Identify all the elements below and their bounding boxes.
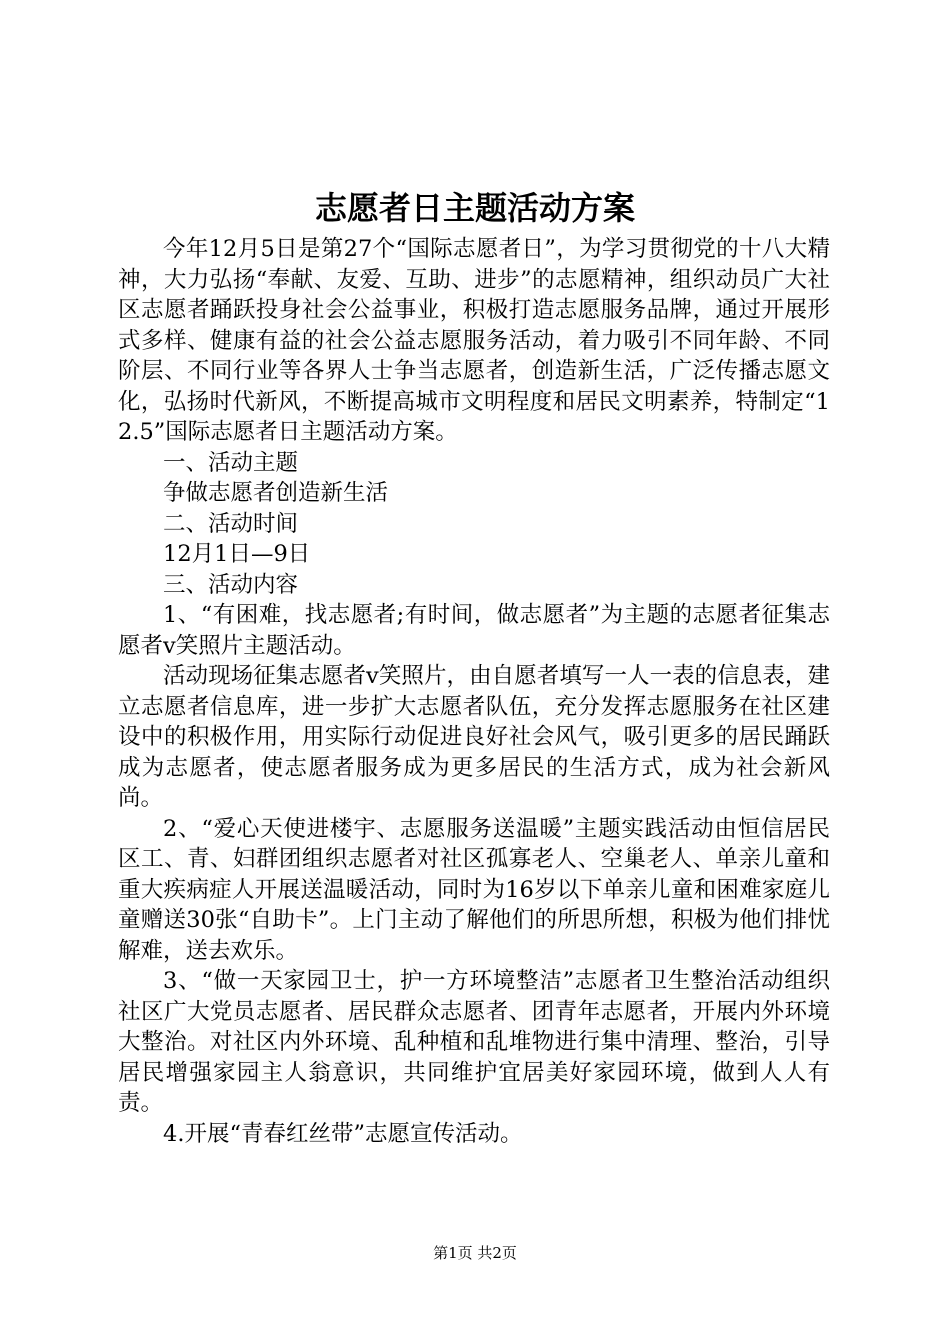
theme-text: 争做志愿者创造新生活 <box>163 480 389 506</box>
section-heading-time: 二、活动时间 <box>163 510 299 537</box>
document-body <box>118 234 830 1149</box>
section-heading-content: 三、活动内容 <box>163 571 299 598</box>
document-title: 志愿者日主题活动方案 <box>314 189 635 227</box>
content-item-2: 2、“爱心天使进楼宇、志愿服务送温暖”主题实践活动由恒信居民区工、青、妇群团组织志愿者对社区孤寡老人、空巢老人、单亲儿童和重大疾病症人开展送温暖活动，同时为16岁以下单亲儿童和困难家庭儿童赠送30张“自助卡”。上门主动了解他们的所思所想，积极为他们排忧解难，送去欢乐。 <box>118 815 830 964</box>
time-text: 12月1日—9日 <box>163 541 311 567</box>
content-item-1: 1、“有困难，找志愿者;有时间，做志愿者”为主题的志愿者征集志愿者v笑照片主题活动。 <box>118 602 830 659</box>
section-heading-theme: 一、活动主题 <box>163 449 299 476</box>
intro-paragraph: 今年12月5日是第27个“国际志愿者日”，为学习贯彻党的十八大精神，大力弘扬“奉献、友爱、互助、进步”的志愿精神，组织动员广大社区志愿者踊跃投身社会公益事业，积极打造志愿服务品牌，通过开展形式多样、健康有益的社会公益志愿服务活动，着力吸引不同年龄、不同阶层、不同行业等各界人士争当志愿者，创造新生活，广泛传播志愿文化，弘扬时代新风，不断提高城市文明程度和居民文明素养，特制定“12.5”国际志愿者日主题活动方案。 <box>118 236 830 445</box>
content-item-3: 3、“做一天家园卫士，护一方环境整洁”志愿者卫生整治活动组织社区广大党员志愿者、居民群众志愿者、团青年志愿者，开展内外环境大整治。对社区内外环境、乱种植和乱堆物进行集中清理、整治，引导居民增强家园主人翁意识，共同维护宜居美好家园环境，做到人人有责。 <box>118 968 830 1116</box>
content-item-1-detail: 活动现场征集志愿者v笑照片，由自愿者填写一人一表的信息表，建立志愿者信息库，进一步扩大志愿者队伍，充分发挥志愿服务在社区建设中的积极作用，用实际行动促进良好社会风气，吸引更多的居民踊跃成为志愿者，使志愿者服务成为更多居民的生活方式，成为社会新风尚。 <box>118 663 830 811</box>
content-item-4: 4.开展“青春红丝带”志愿宣传活动。 <box>163 1120 523 1147</box>
page-footer: 第1页 共2页 <box>433 1244 517 1262</box>
